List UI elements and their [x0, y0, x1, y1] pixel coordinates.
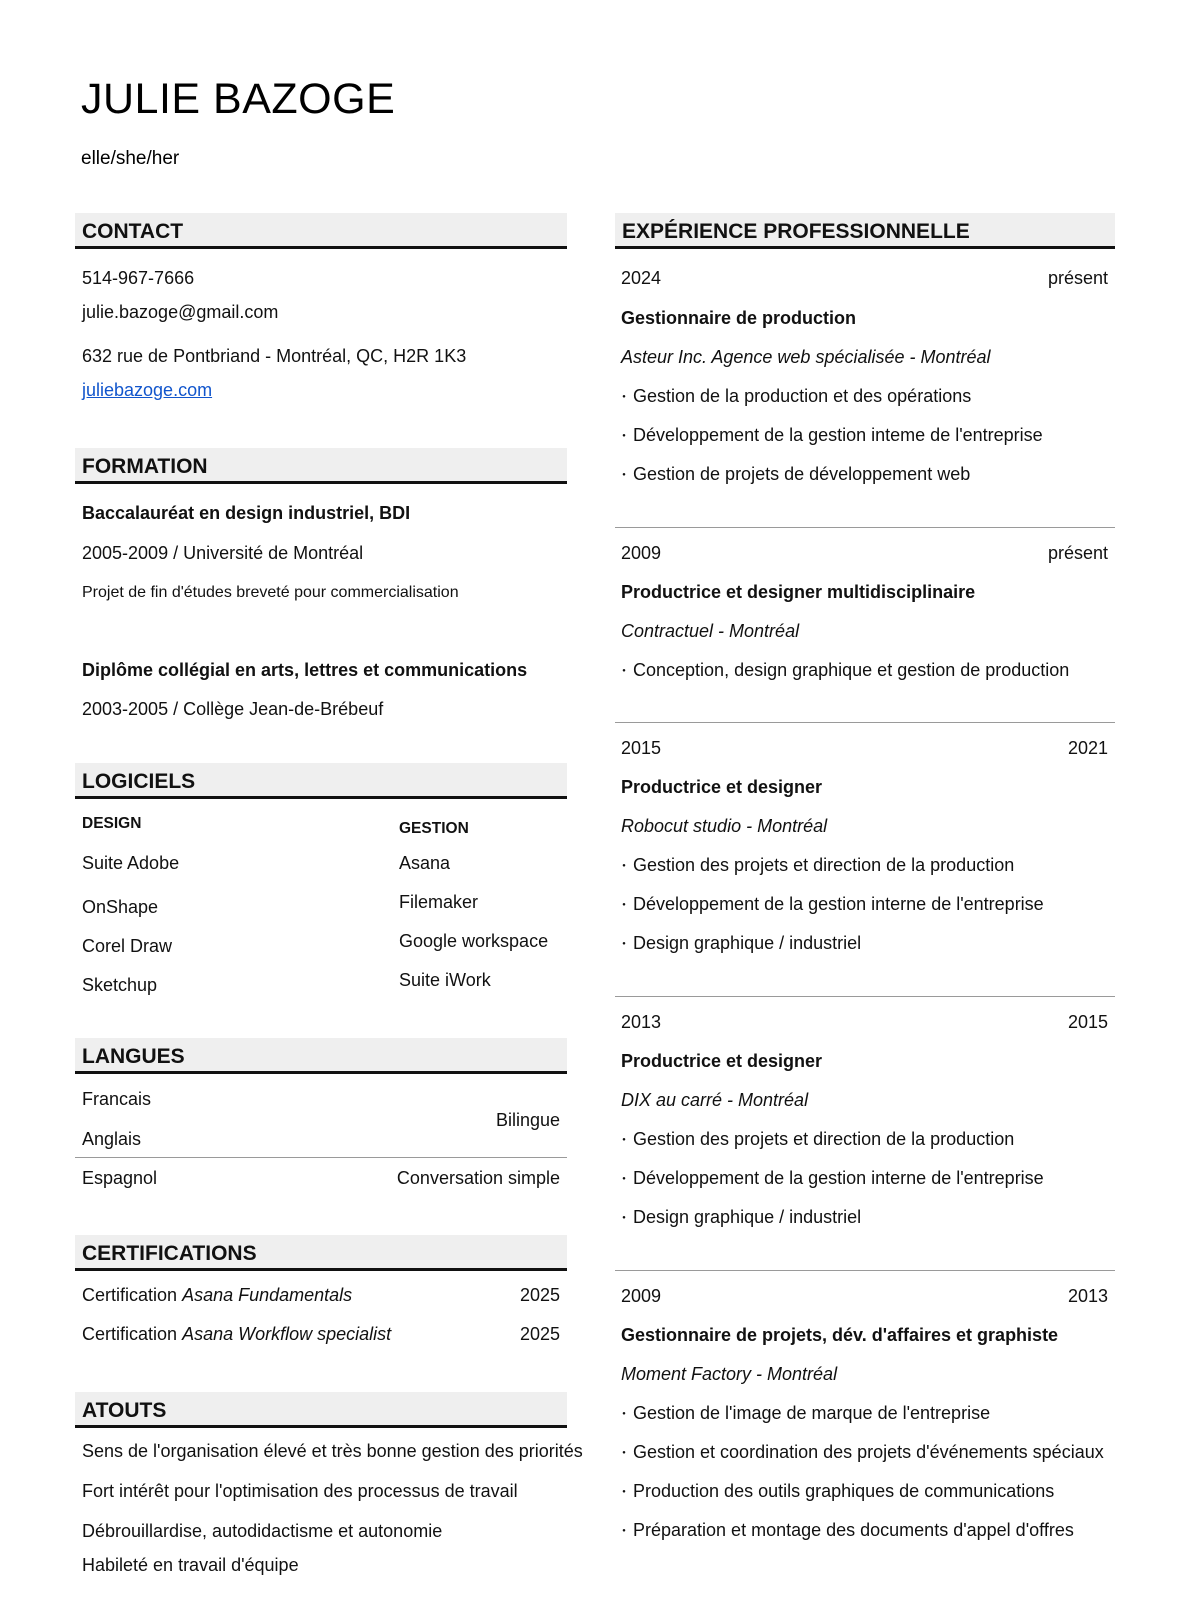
- job-bullet: ・ Design graphique / industriel: [617, 933, 861, 954]
- certification-name: Asana Workflow specialist: [182, 1324, 392, 1344]
- strength-item: Débrouillardise, autodidactisme et autonomie: [82, 1521, 443, 1541]
- job-start: 2024: [621, 268, 662, 288]
- job-company: Contractuel - Montréal: [621, 621, 800, 641]
- job-bullet: ・ Développement de la gestion inteme de l'entreprise: [617, 425, 1043, 446]
- job-start: 2015: [621, 738, 662, 758]
- job-end: 2021: [1067, 738, 1108, 758]
- job-role: Productrice et designer: [621, 777, 823, 797]
- certification-year: 2025: [519, 1285, 560, 1305]
- job-bullet: ・ Gestion des projets et direction de la production: [617, 855, 1014, 876]
- contact-address: 632 rue de Pontbriand - Montréal, QC, H2R 1K3: [82, 346, 467, 366]
- job-bullet: ・ Production des outils graphiques de communications: [617, 1481, 1054, 1502]
- language-level: Bilingue: [495, 1110, 560, 1130]
- software-item: Suite iWork: [399, 970, 491, 990]
- job-company: Moment Factory - Montréal: [621, 1364, 838, 1384]
- section-title: CERTIFICATIONS: [82, 1242, 257, 1265]
- certification-item: [82, 1324, 391, 1345]
- job-end: 2013: [1067, 1286, 1108, 1306]
- contact-email: julie.bazoge@gmail.com: [82, 302, 279, 322]
- formation-note: Projet de fin d'études breveté pour commercialisation: [82, 584, 459, 601]
- logiciels-gestion-label: GESTION: [399, 820, 469, 837]
- certification-name: Asana Fundamentals: [182, 1285, 353, 1305]
- certification-prefix: Certification: [82, 1285, 178, 1305]
- job-start: 2009: [621, 543, 662, 563]
- job-bullet: ・ Gestion de l'image de marque de l'entreprise: [617, 1403, 990, 1424]
- language-name: Anglais: [82, 1129, 142, 1149]
- job-role: Productrice et designer: [621, 1051, 823, 1071]
- divider: [615, 527, 1115, 528]
- divider: [75, 1157, 567, 1158]
- language-name: Espagnol: [82, 1168, 158, 1188]
- section-header-formation: [75, 448, 567, 484]
- strength-item: Fort intérêt pour l'optimisation des processus de travail: [82, 1481, 518, 1501]
- section-header-certifications: [75, 1235, 567, 1271]
- section-title: FORMATION: [82, 455, 208, 478]
- contact-website-link[interactable]: juliebazoge.com: [82, 380, 213, 400]
- section-header-atouts: [75, 1392, 567, 1428]
- software-item: Google workspace: [399, 931, 549, 951]
- certification-prefix: Certification: [82, 1324, 178, 1344]
- section-title: ATOUTS: [82, 1399, 167, 1422]
- certification-year: 2025: [519, 1324, 560, 1344]
- formation-degree: Diplôme collégial en arts, lettres et communications: [82, 660, 528, 680]
- job-company: Asteur Inc. Agence web spécialisée - Montréal: [621, 347, 991, 367]
- software-item: Filemaker: [399, 892, 479, 912]
- resume-name: JULIE BAZOGE: [81, 75, 396, 123]
- section-header-langues: [75, 1038, 567, 1074]
- software-item: Corel Draw: [82, 936, 173, 956]
- section-title: LOGICIELS: [82, 770, 196, 793]
- section-title: EXPÉRIENCE PROFESSIONNELLE: [622, 220, 970, 243]
- contact-phone: 514-967-7666: [82, 268, 195, 288]
- divider: [615, 1270, 1115, 1271]
- section-header-experience: [615, 213, 1115, 249]
- formation-details: 2003-2005 / Collège Jean-de-Brébeuf: [82, 699, 384, 719]
- software-item: Asana: [399, 853, 451, 873]
- divider: [615, 996, 1115, 997]
- language-name: Francais: [82, 1089, 152, 1109]
- job-end: présent: [1047, 268, 1108, 288]
- formation-degree: Baccalauréat en design industriel, BDI: [82, 503, 411, 523]
- job-start: 2013: [621, 1012, 662, 1032]
- job-role: Gestionnaire de projets, dév. d'affaires et graphiste: [621, 1325, 1059, 1345]
- software-item: Sketchup: [82, 975, 158, 995]
- software-item: Suite Adobe: [82, 853, 180, 873]
- job-start: 2009: [621, 1286, 662, 1306]
- job-bullet: ・ Conception, design graphique et gestion de production: [617, 660, 1069, 681]
- job-bullet: ・ Gestion et coordination des projets d'événements spéciaux: [617, 1442, 1104, 1463]
- strength-item: Sens de l'organisation élevé et très bonne gestion des priorités: [82, 1441, 583, 1461]
- software-item: OnShape: [82, 897, 159, 917]
- job-bullet: ・ Développement de la gestion interne de l'entreprise: [617, 1168, 1044, 1189]
- divider: [615, 722, 1115, 723]
- job-company: Robocut studio - Montréal: [621, 816, 828, 836]
- job-bullet: ・ Préparation et montage des documents d'appel d'offres: [617, 1520, 1074, 1541]
- job-bullet: ・ Design graphique / industriel: [617, 1207, 861, 1228]
- section-title: LANGUES: [82, 1045, 185, 1068]
- pronouns: elle/she/her: [81, 148, 180, 169]
- job-end: 2015: [1067, 1012, 1108, 1032]
- job-bullet: ・ Gestion de la production et des opérations: [617, 386, 971, 407]
- job-company: DIX au carré - Montréal: [621, 1090, 809, 1110]
- certification-item: [82, 1285, 352, 1306]
- section-header-logiciels: [75, 763, 567, 799]
- formation-details: 2005-2009 / Université de Montréal: [82, 543, 364, 563]
- section-header-contact: [75, 213, 567, 249]
- job-bullet: ・ Développement de la gestion interne de l'entreprise: [617, 894, 1044, 915]
- job-end: présent: [1047, 543, 1108, 563]
- section-title: CONTACT: [82, 220, 184, 243]
- job-bullet: ・ Gestion de projets de développement web: [617, 464, 970, 485]
- logiciels-design-label: DESIGN: [82, 815, 142, 832]
- job-bullet: ・ Gestion des projets et direction de la production: [617, 1129, 1014, 1150]
- strength-item: Habileté en travail d'équipe: [82, 1555, 299, 1575]
- language-level: Conversation simple: [396, 1168, 560, 1188]
- job-role: Productrice et designer multidisciplinaire: [621, 582, 976, 602]
- job-role: Gestionnaire de production: [621, 308, 857, 328]
